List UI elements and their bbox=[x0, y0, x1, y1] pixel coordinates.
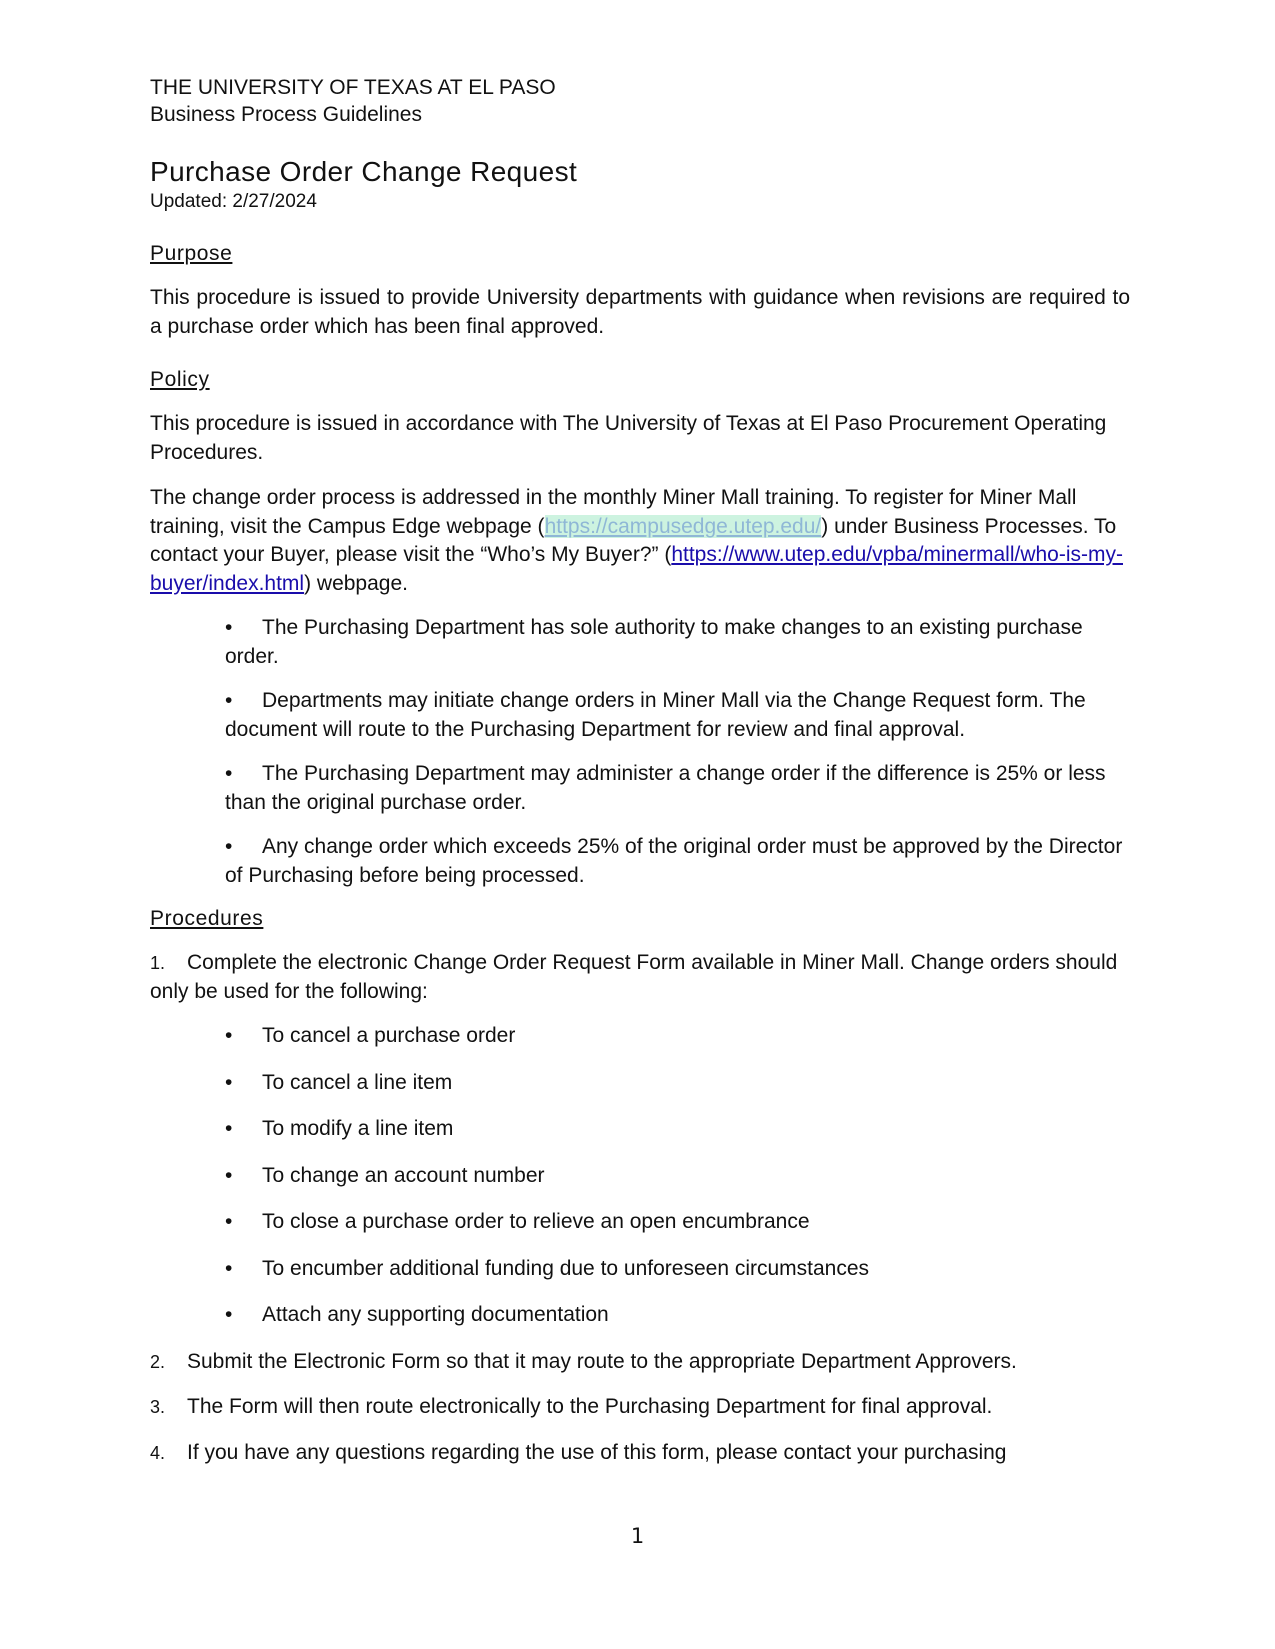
policy-text-part-2: ) under Business Processes. To contact your Buyer, please visit the “Who’s My Buyer?” ( bbox=[150, 514, 1117, 566]
procedures-heading: Procedures bbox=[150, 907, 264, 930]
bullet-icon: • bbox=[225, 616, 233, 639]
list-item-text: To change an account number bbox=[262, 1163, 545, 1187]
bullet-icon: • bbox=[225, 835, 233, 858]
bullet-icon: • bbox=[225, 1210, 233, 1233]
campus-edge-link[interactable]: https://campusedge.utep.edu/ bbox=[544, 514, 822, 538]
page-title: Purchase Order Change Request bbox=[150, 156, 578, 187]
list-item-text: The Purchasing Department may administer a change order if the difference is 25% or less than the original purchase order. bbox=[225, 762, 1106, 814]
policy-text-part-1: The change order process is addressed in the monthly Miner Mall training. To register for Miner Mall training, visit the Campus Edge webpage ( bbox=[150, 486, 1077, 538]
bullet-icon: • bbox=[225, 1256, 233, 1280]
procedure-step-2 bbox=[150, 1348, 1130, 1377]
policy-paragraph-1: This procedure is issued in accordance with The University of Texas at El Paso Procurement Operating Procedures. bbox=[150, 412, 1107, 464]
list-item-text: To close a purchase order to relieve an open encumbrance bbox=[262, 1210, 810, 1233]
list-item-text: To cancel a line item bbox=[262, 1070, 453, 1094]
list-item bbox=[225, 1115, 1130, 1144]
list-item-text: To encumber additional funding due to unforeseen circumstances bbox=[262, 1256, 870, 1280]
list-item-text: Attach any supporting documentation bbox=[262, 1303, 609, 1326]
policy-paragraph-2 bbox=[150, 484, 1130, 598]
bullet-icon: • bbox=[225, 1024, 233, 1047]
bullet-icon: • bbox=[225, 1070, 233, 1094]
procedure-step-4 bbox=[150, 1439, 1130, 1468]
bullet-icon: • bbox=[225, 762, 233, 785]
list-item-text: Departments may initiate change orders in Miner Mall via the Change Request form. The document will route to the Purchasing Department for review and final approval. bbox=[225, 689, 1086, 741]
document-page bbox=[150, 74, 1130, 1467]
document-category: Business Process Guidelines bbox=[150, 103, 422, 126]
list-item bbox=[225, 1208, 1130, 1237]
updated-date: Updated: 2/27/2024 bbox=[150, 191, 317, 212]
bullet-icon: • bbox=[225, 1303, 233, 1326]
step-text: Submit the Electronic Form so that it may route to the appropriate Department Approvers. bbox=[187, 1349, 1017, 1373]
procedure-step-3 bbox=[150, 1393, 1130, 1422]
list-item-text: To cancel a purchase order bbox=[262, 1024, 516, 1047]
list-item-text: To modify a line item bbox=[262, 1117, 454, 1140]
list-item bbox=[225, 687, 1130, 744]
step-text: The Form will then route electronically to the Purchasing Department for final approval. bbox=[187, 1395, 993, 1418]
step-number: 1. bbox=[150, 953, 166, 973]
list-item bbox=[225, 1022, 1130, 1051]
bullet-icon: • bbox=[225, 689, 233, 712]
list-item bbox=[225, 614, 1130, 671]
list-item-text: The Purchasing Department has sole authority to make changes to an existing purchase order. bbox=[225, 616, 1083, 668]
list-item bbox=[225, 1255, 1130, 1284]
policy-heading: Policy bbox=[150, 368, 210, 391]
procedure-step-1 bbox=[150, 949, 1130, 1006]
step-text: If you have any questions regarding the use of this form, please contact your purchasing bbox=[187, 1440, 1007, 1464]
list-item bbox=[225, 1162, 1130, 1191]
purpose-heading: Purpose bbox=[150, 242, 233, 265]
bullet-icon: • bbox=[225, 1163, 233, 1187]
list-item bbox=[225, 1301, 1130, 1330]
policy-text-part-3: ) webpage. bbox=[304, 571, 408, 595]
step-number: 2. bbox=[150, 1351, 166, 1372]
list-item bbox=[225, 833, 1130, 890]
page-number: 1 bbox=[630, 1524, 645, 1548]
list-item bbox=[225, 760, 1130, 817]
list-item bbox=[225, 1069, 1130, 1098]
bullet-icon: • bbox=[225, 1117, 233, 1140]
step-number: 4. bbox=[150, 1442, 166, 1463]
whos-my-buyer-link[interactable]: https://www.utep.edu/vpba/minermall/who-is-my-buyer/index.html bbox=[150, 543, 1123, 595]
step-text: Complete the electronic Change Order Request Form available in Miner Mall. Change orders should only be used for the following: bbox=[150, 951, 1118, 1003]
purpose-text: This procedure is issued to provide University departments with guidance when revisions are required to a purchase order which has been final approved. bbox=[150, 286, 1130, 338]
list-item-text: Any change order which exceeds 25% of the original order must be approved by the Director of Purchasing before being processed. bbox=[225, 835, 1123, 887]
change-order-uses-list bbox=[150, 1022, 1130, 1330]
university-name: THE UNIVERSITY OF TEXAS AT EL PASO bbox=[150, 76, 556, 99]
step-number: 3. bbox=[150, 1397, 166, 1417]
policy-bullet-list bbox=[150, 614, 1130, 890]
